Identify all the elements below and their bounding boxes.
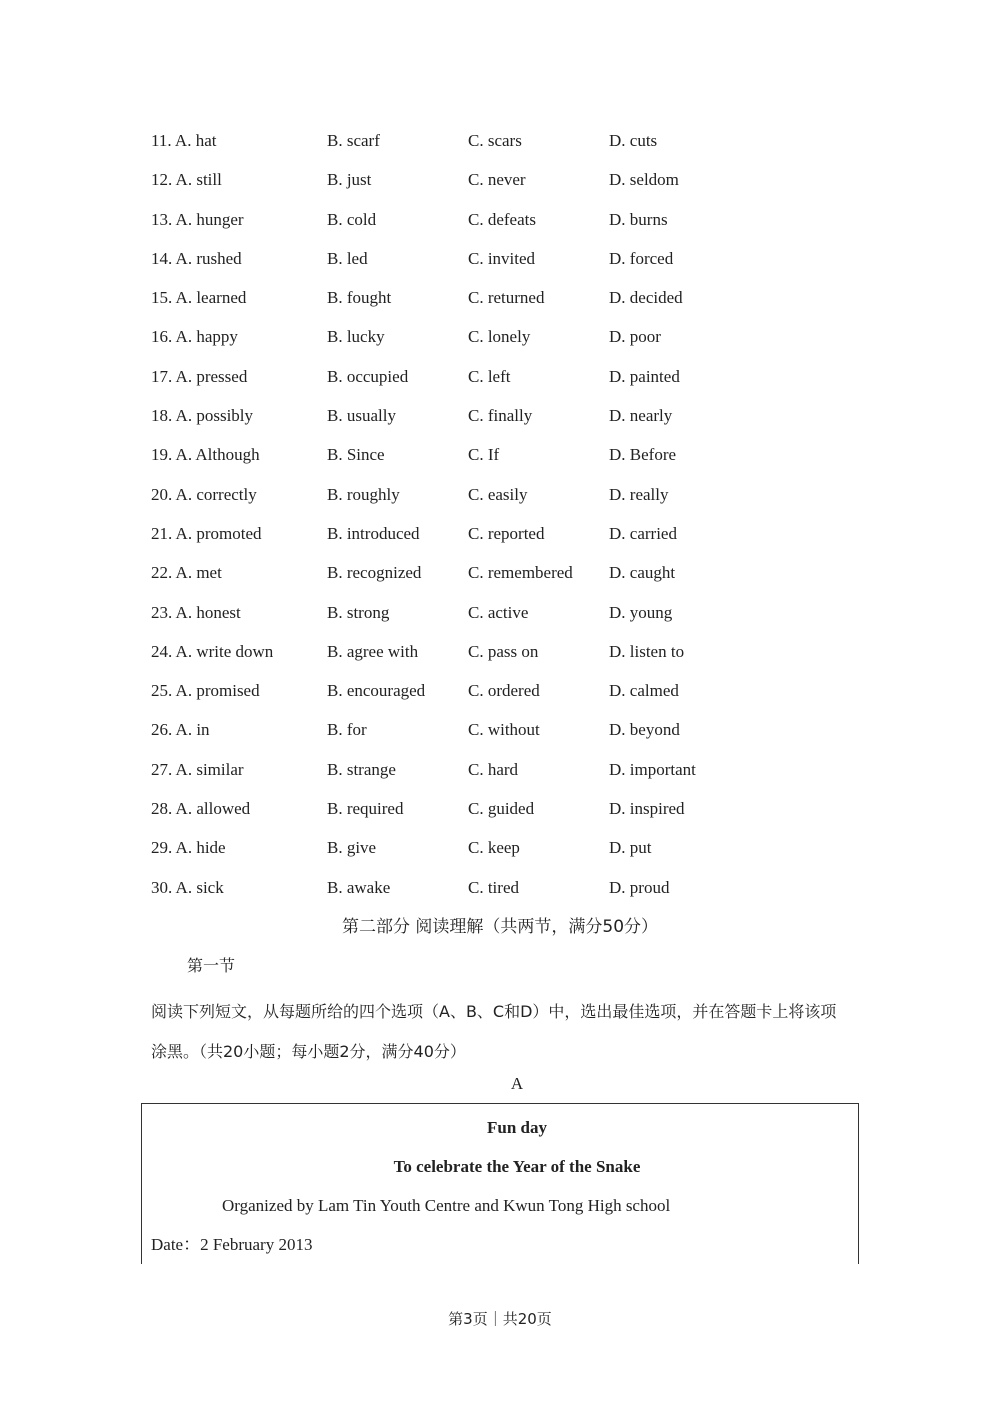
option-d: D. important (609, 759, 696, 779)
option-c: C. keep (468, 838, 520, 858)
option-d: D. calmed (609, 681, 679, 701)
option-c: C. remembered (468, 563, 573, 583)
question-row (151, 560, 851, 599)
question-row (151, 285, 851, 324)
option-d: D. carried (609, 523, 677, 543)
option-b: B. usually (327, 406, 396, 426)
option-d: D. Before (609, 445, 677, 465)
option-a: 18. A. possibly (151, 406, 254, 426)
option-d: D. proud (609, 877, 670, 897)
option-c: C. scars (468, 131, 522, 150)
option-c: C. finally (468, 406, 533, 426)
option-a: 25. A. promised (151, 681, 260, 701)
question-row (151, 128, 851, 167)
option-d: D. nearly (609, 406, 673, 426)
question-row (151, 482, 851, 521)
option-b: B. strange (327, 759, 396, 779)
question-row (151, 757, 851, 796)
question-row (151, 678, 851, 717)
option-b: B. introduced (327, 523, 420, 543)
question-row (151, 403, 851, 442)
option-b: B. recognized (327, 563, 422, 583)
reading-instruction: 阅读下列短文，从每题所给的四个选项（A、B、C和D）中，选出最佳选项，并在答题卡上将该项涂黑。（共20小题；每小题2分，满分40分） (151, 1002, 837, 1061)
option-c: C. pass on (468, 641, 539, 661)
option-c: C. never (468, 170, 526, 190)
question-row (151, 167, 851, 206)
option-d: D. forced (609, 248, 674, 268)
question-row (151, 600, 851, 639)
option-a: 28. A. allowed (151, 799, 251, 819)
option-b: B. agree with (327, 641, 419, 661)
option-b: B. occupied (327, 366, 409, 386)
option-b: B. fought (327, 288, 392, 308)
option-c: C. easily (468, 484, 528, 504)
option-c: C. active (468, 602, 529, 622)
question-row (151, 442, 851, 481)
option-a: 21. A. promoted (151, 523, 262, 543)
option-b: B. cold (327, 209, 377, 229)
option-b: B. Since (327, 445, 385, 465)
option-c: C. tired (468, 877, 519, 897)
option-a: 26. A. in (151, 720, 210, 740)
option-d: D. inspired (609, 799, 685, 819)
option-b: B. roughly (327, 484, 400, 504)
question-row (151, 324, 851, 363)
option-d: D. cuts (609, 131, 658, 150)
section-title: 第二部分 阅读理解（共两节，满分50分） (341, 917, 659, 937)
option-b: B. led (327, 248, 368, 268)
notice-date: Date：2 February 2013 (151, 1235, 313, 1254)
question-row (151, 796, 851, 835)
option-a: 29. A. hide (151, 838, 226, 858)
option-d: D. young (609, 602, 673, 622)
option-c: C. without (468, 720, 540, 740)
option-b: B. encouraged (327, 681, 426, 701)
option-b: B. strong (327, 602, 390, 622)
notice-organizer: Organized by Lam Tin Youth Centre and Kwun Tong High school (222, 1196, 671, 1215)
option-a: 23. A. honest (151, 602, 241, 622)
subsection-heading: 第一节 (187, 956, 236, 975)
notice-subtitle: To celebrate the Year of the Snake (393, 1157, 641, 1176)
passage-label: A (510, 1074, 524, 1093)
option-a: 27. A. similar (151, 759, 244, 779)
option-d: D. caught (609, 563, 676, 583)
option-a: 19. A. Although (151, 445, 260, 465)
option-c: C. invited (468, 248, 536, 268)
question-row (151, 875, 851, 914)
option-c: C. reported (468, 523, 545, 543)
option-d: D. poor (609, 327, 661, 347)
option-d: D. burns (609, 209, 668, 229)
option-b: B. required (327, 799, 404, 819)
option-c: C. returned (468, 288, 545, 308)
option-a: 11. A. hat (151, 131, 217, 150)
question-row (151, 835, 851, 874)
option-c: C. hard (468, 759, 519, 779)
question-row (151, 521, 851, 560)
notice-box (141, 1103, 859, 1264)
option-c: C. If (468, 445, 500, 465)
option-a: 14. A. rushed (151, 248, 242, 268)
option-d: D. decided (609, 288, 683, 308)
option-d: D. beyond (609, 720, 680, 740)
question-row (151, 207, 851, 246)
option-c: C. lonely (468, 327, 531, 347)
option-b: B. lucky (327, 327, 385, 347)
option-b: B. scarf (327, 131, 380, 150)
option-a: 13. A. hunger (151, 209, 244, 229)
options-list (151, 128, 851, 914)
option-d: D. really (609, 484, 669, 504)
question-row (151, 246, 851, 285)
option-d: D. seldom (609, 170, 679, 190)
option-c: C. ordered (468, 681, 540, 701)
option-a: 24. A. write down (151, 641, 274, 661)
question-row (151, 639, 851, 678)
option-a: 20. A. correctly (151, 484, 257, 504)
notice-title: Fun day (487, 1118, 547, 1137)
question-row (151, 717, 851, 756)
option-c: C. defeats (468, 209, 536, 229)
option-a: 17. A. pressed (151, 366, 248, 386)
option-c: C. left (468, 366, 511, 386)
option-a: 30. A. sick (151, 877, 224, 897)
option-a: 22. A. met (151, 563, 222, 583)
option-a: 16. A. happy (151, 327, 238, 347)
option-b: B. awake (327, 877, 391, 897)
page-footer: 第3页｜共20页 (448, 1310, 552, 1328)
option-d: D. painted (609, 366, 680, 386)
option-b: B. give (327, 838, 377, 858)
question-row (151, 364, 851, 403)
option-d: D. put (609, 838, 652, 858)
option-b: B. for (327, 720, 367, 740)
option-a: 12. A. still (151, 170, 222, 190)
option-d: D. listen to (609, 641, 685, 661)
option-b: B. just (327, 170, 372, 190)
option-c: C. guided (468, 799, 535, 819)
option-a: 15. A. learned (151, 288, 247, 308)
